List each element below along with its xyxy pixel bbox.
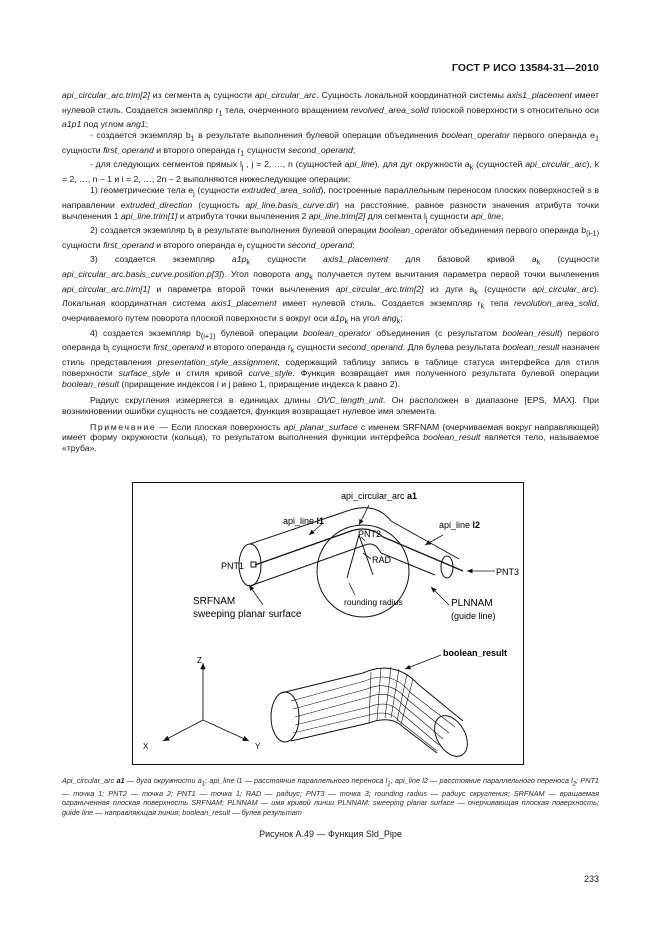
- sweep-arc-outer: [347, 508, 391, 521]
- leader-l2: [425, 535, 443, 545]
- figure-legend: Api_circular_arc a1 — дуга окружности $a_1$; api_line l1 — расстояние параллельного переноса $l_1$; api_line l2 — расстояние параллельного переноса $l_2$; PNT1 — точка 1; PNT2 — точка 2; PNT1 — точка 1; RAD — радиус; PNT3 — точка 3; rounding radius — радиус скругления; SRFNAM — вращаемая ограниченная плоская поверхность SRFNAM; PLNNAM — имя кривой линии PLNNAM: sweeping planar surface — очерчивающая плоская поверхность; guide line — направляющая линия; boolean_result — булев результат: [62, 776, 599, 817]
- paragraph-2: - создается экземпляр $b_1$ в результате выполнения булевой операции объединения boolean_operator первого операнда $e_1$ сущности first_operand и второго операнда $r_1$ сущности second_operand;: [62, 130, 600, 158]
- label-guide: (guide line): [451, 611, 496, 621]
- leader-boolean: [405, 655, 441, 669]
- label-rounding: rounding radius: [344, 597, 403, 607]
- sweep-arc-inner: [365, 544, 381, 553]
- body-text: [62, 90, 599, 454]
- standard-header: ГОСТ Р ИСО 13584-31—2010: [451, 62, 599, 74]
- paragraph-5: 2) создается экземпляр $b_i$ в результате выполнения булевой операции boolean_operator объединения первого операнда $b_{(i-1)}$ сущности first_operand и второго операнда $e_j$ сущности second_operand;: [62, 225, 599, 253]
- figure-frame: [132, 482, 524, 765]
- pipe-diagram: [133, 483, 525, 766]
- pipe-solid: [271, 667, 474, 762]
- radius-line: [347, 535, 359, 578]
- axis-y-label: Y: [255, 742, 261, 751]
- paragraph-1: api_circular_arc.trim[2] из сегмента $a_i$ сущности api_circular_arc. Сущность локальной координатной системы axis1_placement имеет нулевой стиль. Создается экземпляр $r_1$ тела, очерченного вращением revolved_area_solid плоской поверхности s относительно оси a1p1 под углом ang1;: [62, 90, 600, 130]
- figure-caption: Рисунок A.49 — Функция Sld_Pipe: [259, 829, 402, 839]
- label-srfnam: SRFNAM: [193, 596, 236, 607]
- paragraph-3: - для следующих сегментов прямых $l_j$ , j = 2, …, n (сущностей api_line), для дуг окружности $a_k$ (сущностей api_circular_arc), k = 2, …, n – 1 и i = 2, …, 2n – 2 выполняются нижеследующие операции:: [62, 159, 599, 185]
- label-pnt1: PNT1: [221, 561, 245, 571]
- label-l2: api_line l2: [439, 520, 481, 530]
- label-l1: api_line l1: [283, 516, 325, 526]
- leader-rounding: [349, 583, 355, 595]
- label-pnt3: PNT3: [496, 567, 520, 577]
- label-plnnam: PLNNAM: [451, 598, 493, 609]
- label-boolean: boolean_result: [443, 648, 508, 658]
- leader-srfnam: [249, 585, 263, 605]
- axis-x: [163, 720, 203, 741]
- paragraph-7: 4) создается экземпляр $b_{(i+1)}$ булевой операции boolean_operator объединения (с результатом boolean_result) первого операнда $b_i$ сущности first_operand и второго операнда $r_k$ сущности second_operand. Для булева результата boolean_result назначен стиль представления presentation_style_assignment, содержащий таблицу запись в таблице статуса интерфейса для стиля поверхности surface_style и стиля кривой curve_style. Функция возвращает имя полученного результата булевой операции boolean_result (приращение индексов i и j равно 1, приращение индекса k равно 2).: [62, 327, 599, 389]
- label-rad: RAD: [372, 555, 392, 565]
- label-sweeping: sweeping planar surface: [193, 609, 302, 620]
- leader-plnnam: [431, 587, 449, 605]
- paragraph-6: 3) создается экземпляр $a1p_k$ сущности axis1_placement для базовой кривой $a_k$ (сущности api_circular_arc.basis_curve.position.p[3]). Угол поворота ang$_k$ получается путем вычитания параметра первой точки вычленения api_circular_arc.trim[1] и параметра второй точки вычленения api_circular_arc.trim[2] из дуги $a_k$ (сущности api_circular_arc). Локальная координатная система axis1_placement имеет нулевой стиль. Создается экземпляр $r_k$ тела revolution_area_solid, очерчиваемого путем поворота плоской поверхности s вокруг оси $a1p_k$ на угол ang$_k$;: [62, 254, 600, 326]
- paragraph-8: Радиус скругления измеряется в единицах длины OVC_length_unit. Он расположен в диапазоне [EPS, MAX]. При возникновении ошибки сущность не создается, функция возвращает нулевое имя элемента.: [62, 394, 599, 416]
- end-circle: [441, 556, 453, 578]
- axis-x-label: X: [143, 742, 149, 751]
- sweep-segment-1b: [250, 545, 365, 586]
- label-arc: api_circular_arc a1: [341, 491, 418, 501]
- note-paragraph: Примечание — Если плоская поверхность api_planar_surface с именем SRFNAM (очерчиваемая вокруг направляющей) имеет форму окружности (кольца), то результатом выполнения функции интерфейса boolean_result является тело, называемое «труба».: [62, 421, 599, 454]
- axis-z-label: Z: [197, 656, 202, 665]
- label-pnt2: PNT2: [358, 529, 382, 539]
- paragraph-4: 1) геометрические тела $e_j$ (сущности extruded_area_solid), построенные параллельным переносом плоских поверхностей s в направлении extruded_direction (сущность api_line.basis_curve.dir) на расстояние, равное разности значения атрибута точки вычленения 1 api_line.trim[1] и атрибута точки вычленения 2 api_line.trim[2] для сегмента $l_j$ сущности api_line;: [62, 185, 599, 224]
- page-number: 233: [583, 874, 599, 884]
- axis-y: [203, 720, 249, 741]
